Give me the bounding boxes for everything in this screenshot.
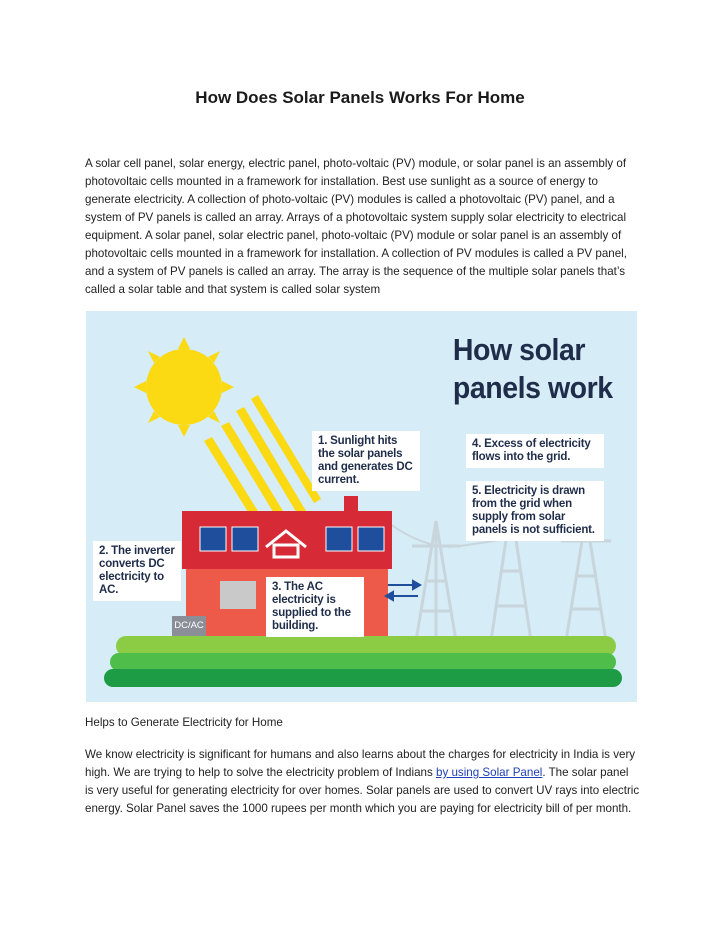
infographic-title bbox=[453, 331, 613, 407]
document-title: How Does Solar Panels Works For Home bbox=[195, 88, 525, 107]
callout-inverter: 2. The inverter converts DC electricity to AC. bbox=[93, 541, 181, 601]
infographic-title-line-1: How solar bbox=[453, 332, 586, 367]
callout-ac-supply: 3. The AC electricity is supplied to the building. bbox=[266, 577, 364, 637]
callout-sunlight: 1. Sunlight hits the solar panels and generates DC current. bbox=[312, 431, 420, 491]
sun-icon bbox=[134, 337, 234, 437]
electricity-paragraph bbox=[85, 746, 640, 818]
grid-flow-arrows bbox=[386, 581, 420, 600]
sunlight-beams bbox=[204, 395, 321, 520]
callout-draw-from-grid: 5. Electricity is drawn from the grid when supply from solar panels is not sufficient. bbox=[466, 481, 604, 541]
section-subheading: Helps to Generate Electricity for Home bbox=[85, 716, 283, 729]
ground-strips bbox=[104, 636, 622, 687]
solar-panel-link[interactable]: by using Solar Panel bbox=[436, 766, 543, 779]
intro-paragraph: A solar cell panel, solar energy, electric panel, photo-voltaic (PV) module, or solar panel is an assembly of photovoltaic cells mounted in a framework for installation. Best use sunlight as a source of energy to generate electricity. A collection of photo-voltaic (PV) modules is called a photovoltaic (PV) panel, and a system of PV panels is called an array. Arrays of a photovoltaic system supply solar electricity to electrical equipment. A solar panel, solar electric panel, photo-voltaic (PV) module or solar panel is an assembly of photovoltaic cells mounted in a framework for installation. A collection of PV modules is called a PV panel, and a system of PV panels is called an array. The array is the sequence of the multiple solar panels that’s called a solar table and that system is called solar system bbox=[85, 157, 627, 296]
callout-excess-to-grid: 4. Excess of electricity flows into the grid. bbox=[466, 434, 604, 468]
inverter-box: DC/AC bbox=[172, 616, 206, 636]
paragraph-text-start: We know electricity is significant for humans and also learns about the charges for electricity in India is very high. We are trying to help to solve the electricity problem of Indians bbox=[85, 748, 636, 779]
paragraph-text-end: . The solar panel is very useful for generating electricity for over homes. Solar panels are used to convert UV rays into electric energy. Solar Panel saves the 1000 rupees per month which you are paying for electricity bill of per month. bbox=[85, 766, 640, 815]
solar-infographic bbox=[86, 311, 637, 702]
infographic-title-line-2: panels work bbox=[453, 370, 613, 405]
